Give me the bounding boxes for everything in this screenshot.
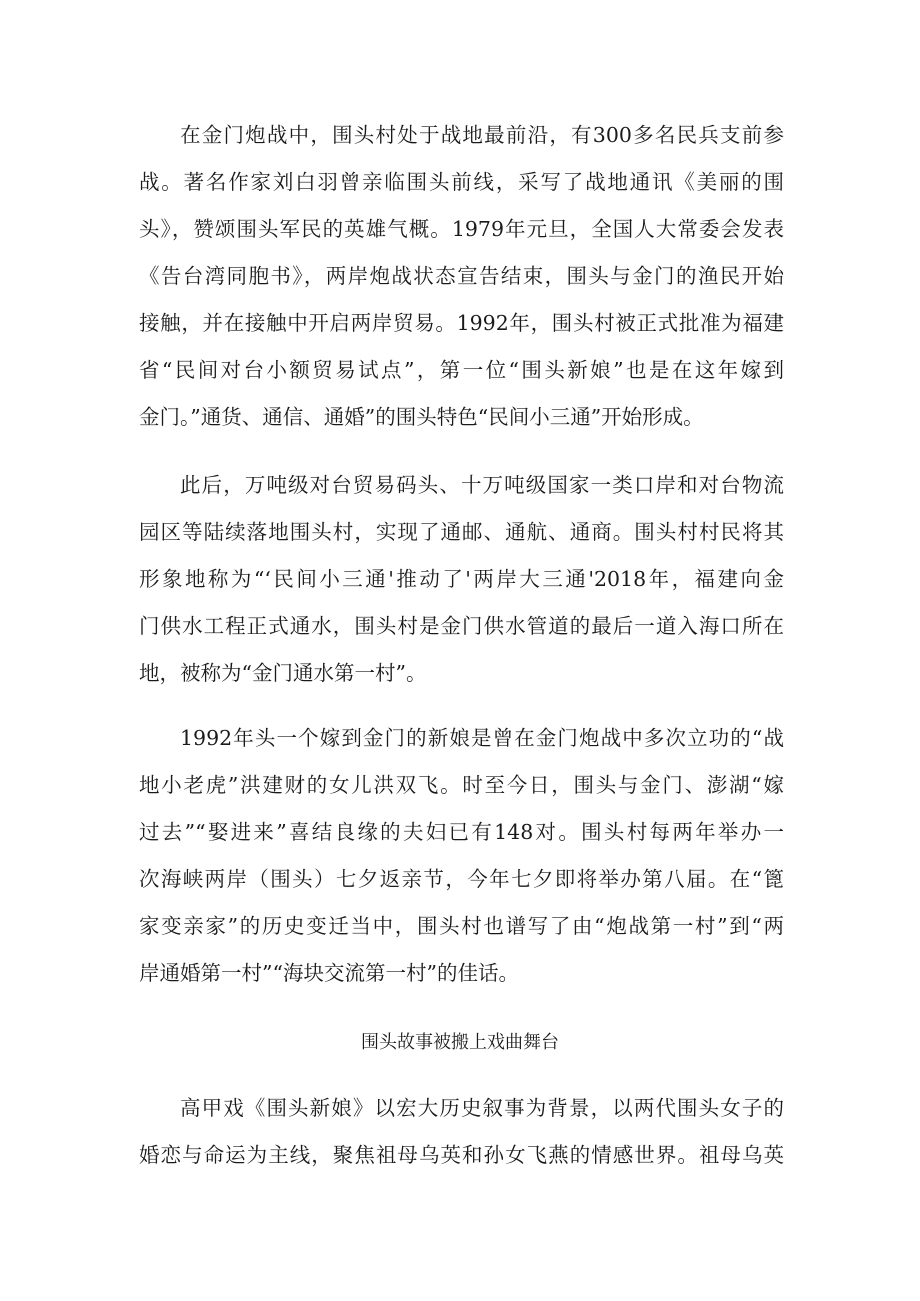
text-line: 婚恋与命运为主线，聚焦祖母乌英和孙女飞燕的情感世界。祖母乌英 <box>139 1143 784 1167</box>
text-line: 园区等陆续落地围头村，实现了通邮、通航、通商。围头村村民将其 <box>139 520 784 544</box>
text-line: 地小老虎”洪建财的女儿洪双飞。时至今日，围头与金门、澎湖“嫁 <box>139 773 784 797</box>
text-line: 家变亲家”的历史变迁当中，围头村也谱写了由“炮战第一村”到“两 <box>139 914 784 938</box>
text-line: 头》，赞颂围头军民的英雄气概。1979年元旦，全国人大常委会发表 <box>139 217 784 241</box>
text-line: 高甲戏《围头新娘》以宏大历史叙事为背景，以两代围头女子的 <box>180 1096 784 1120</box>
section-heading: 围头故事被搬上戏曲舞台 <box>361 1032 559 1053</box>
text-line: 地，被称为“金门通水第一村”。 <box>139 661 427 685</box>
paragraph-3 <box>139 715 784 997</box>
text-line: 1992年头一个嫁到金门的新娘是曾在金门炮战中多次立功的“战 <box>180 726 784 750</box>
text-line: 门供水工程正式通水，围头村是金门供水管道的最后一道入海口所在 <box>139 614 784 638</box>
text-line: 形象地称为“‘民间小三通'推动了'两岸大三通'2018年，福建向金 <box>139 567 784 591</box>
paragraph-2 <box>139 462 784 697</box>
text-line: 次海峡两岸（围头）七夕返亲节，今年七夕即将举办第八届。在“篦 <box>139 867 784 891</box>
paragraph-1 <box>139 112 784 441</box>
text-line: 金门。”通货、通信、通婚”的围头特色“民间小三通”开始形成。 <box>139 405 704 429</box>
text-line: 省“民间对台小额贸易试点”，第一位“围头新娘”也是在这年嫁到 <box>139 358 784 382</box>
paragraph-4 <box>139 1085 784 1179</box>
text-line: 过去”“娶进来”喜结良缘的夫妇已有148对。围头村每两年举办一 <box>139 820 784 844</box>
text-line: 接触，并在接触中开启两岸贸易。1992年，围头村被正式批准为福建 <box>139 311 784 335</box>
text-line: 在金门炮战中，围头村处于战地最前沿，有300多名民兵支前参 <box>180 123 784 147</box>
text-line: 此后，万吨级对台贸易码头、十万吨级国家一类口岸和对台物流 <box>180 473 784 497</box>
text-line: 《告台湾同胞书》，两岸炮战状态宣告结束，围头与金门的渔民开始 <box>139 264 784 288</box>
text-line: 战。著名作家刘白羽曾亲临围头前线，采写了战地通讯《美丽的围 <box>139 170 784 194</box>
text-line: 岸通婚第一村”“海块交流第一村”的佳话。 <box>139 961 519 985</box>
